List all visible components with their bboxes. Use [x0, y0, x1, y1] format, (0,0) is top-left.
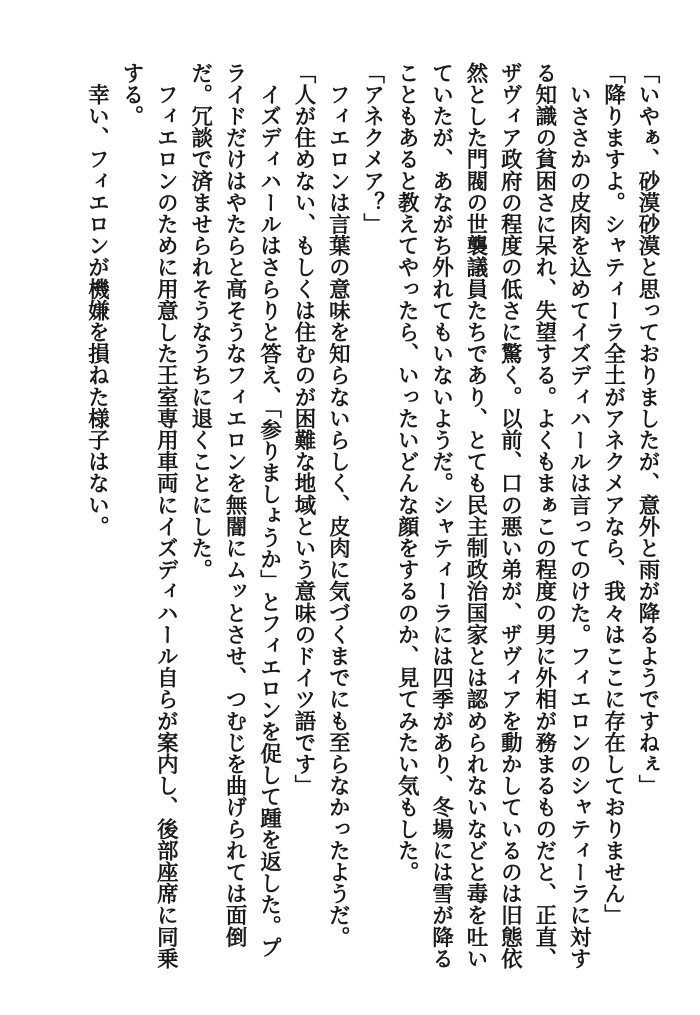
text-line: イズディハールはさらりと答え、「参りましょうか」とフィエロンを促して踵を返した。プ — [256, 62, 282, 959]
vertical-text-block — [44, 62, 664, 982]
text-line: 「人が住めない、もしくは住むのが困難な地域という意味のドイツ語です」 — [290, 62, 316, 797]
text-line: フィエロンのために用意した王室専用車両にイズディハール自らが案内し、後部座席に同乗 — [153, 62, 179, 970]
text-line: だ。冗談で済ませられそうなうちに退くことにした。 — [187, 62, 213, 581]
text-line: 「降りますよ。シャティーラ全土がアネクメアなら、我々はここに存在しておりません」 — [600, 62, 626, 926]
text-line: 然とした門閥の世襲議員たちであり、とても民主制政治国家とは認められないなどと毒を吐い — [462, 62, 488, 970]
text-line: 幸い、フィエロンが機嫌を損ねた様子はない。 — [84, 62, 110, 538]
text-line: ていたが、あながち外れてもいないようだ。シャティーラには四季があり、冬場には雪が降る — [428, 62, 454, 970]
text-line: 「アネクメア？」 — [359, 62, 385, 235]
text-line: ライドだけはやたらと高そうなフィエロンを無闇にムッとさせ、つむじを曲げられては面倒 — [222, 62, 248, 948]
text-line: る知識の貧困さに呆れ、失望する。よくもまぁこの程度の男に外相が務まるものだと、正直、 — [531, 62, 557, 970]
text-line: フィエロンは言葉の意味を知らないらしく、皮肉に気づくまでにも至らなかったようだ。 — [325, 62, 351, 948]
text-line: いささかの皮肉を込めてイズディハールは言ってのけた。フィエロンのシャティーラに対す — [566, 62, 592, 970]
text-line: する。 — [118, 62, 144, 127]
text-line: こともあると教えてやったら、いったいどんな顔をするのか、見てみたい気もした。 — [394, 62, 420, 883]
text-line: ザヴィア政府の程度の低さに驚く。以前、口の悪い弟が、ザヴィアを動かしているのは旧態依 — [497, 62, 523, 970]
text-line: 「いやぁ、砂漠砂漠と思っておりましたが、意外と雨が降るようですねぇ」 — [635, 62, 660, 797]
